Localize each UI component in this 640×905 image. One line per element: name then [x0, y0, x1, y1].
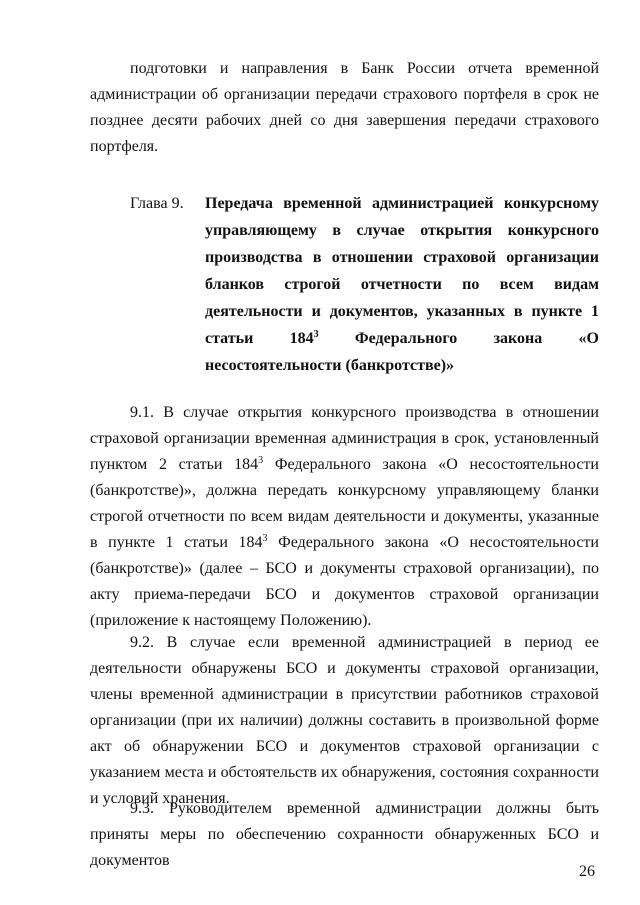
chapter-title	[205, 190, 599, 379]
chapter-title-superscript: 3	[313, 329, 319, 340]
paragraph-9-1-part3: Федерального закона «О несостоятельности (банкротстве)» (далее – БСО и документы страховой организации), по акту приема-передачи БСО и документов страховой организации (приложение к настоящему Положению).	[90, 534, 599, 629]
paragraph-9-2: 9.2. В случае если временной администрацией в период ее деятельности обнаружены БСО и документы страховой организации, члены временной администрации в присутствии работников страховой организации (при их наличии) должны составить в произвольной форме акт об обнаружении БСО и документов страховой организации с указанием места и обстоятельств их обнаружения, состояния сохранности и условий хранения.	[90, 634, 599, 807]
chapter-number: Глава 9.	[130, 195, 184, 212]
paragraph-9-1	[90, 400, 599, 634]
chapter-title-part1: Передача временной администрацией конкурсному управляющему в случае открытия конкурсного производства в отношении страховой организации бланков строгой отчетности по всем видам деятельности и документов, указанных в пункте 1 статьи 184	[205, 195, 599, 347]
paragraph-9-1-part1: 9.1. В случае открытия конкурсного производства в отношении страховой организации временная администрация в срок, установленный пунктом 2 статьи 184	[90, 404, 599, 473]
paragraph-9-3: 9.3. Руководителем временной администрации должны быть приняты меры по обеспечению сохранности обнаруженных БСО и документов	[90, 800, 599, 869]
chapter-title-part2: Федерального закона «О несостоятельности (банкротстве)»	[205, 330, 599, 374]
paragraph-9-1-superscript-2: 3	[262, 533, 268, 544]
paragraph-continuation: подготовки и направления в Банк России отчета временной администрации об организации передачи страхового портфеля в срок не позднее десяти рабочих дней со дня завершения передачи страхового портфеля.	[90, 60, 599, 155]
paragraph-9-1-superscript-1: 3	[258, 455, 264, 466]
page-number: 26	[579, 863, 595, 880]
paragraph-9-1-part2: Федерального закона «О несостоятельности (банкротстве)», должна передать конкурсному управляющему бланки строгой отчетности по всем видам деятельности и документы, указанные в пункте 1 статьи 184	[90, 456, 599, 551]
